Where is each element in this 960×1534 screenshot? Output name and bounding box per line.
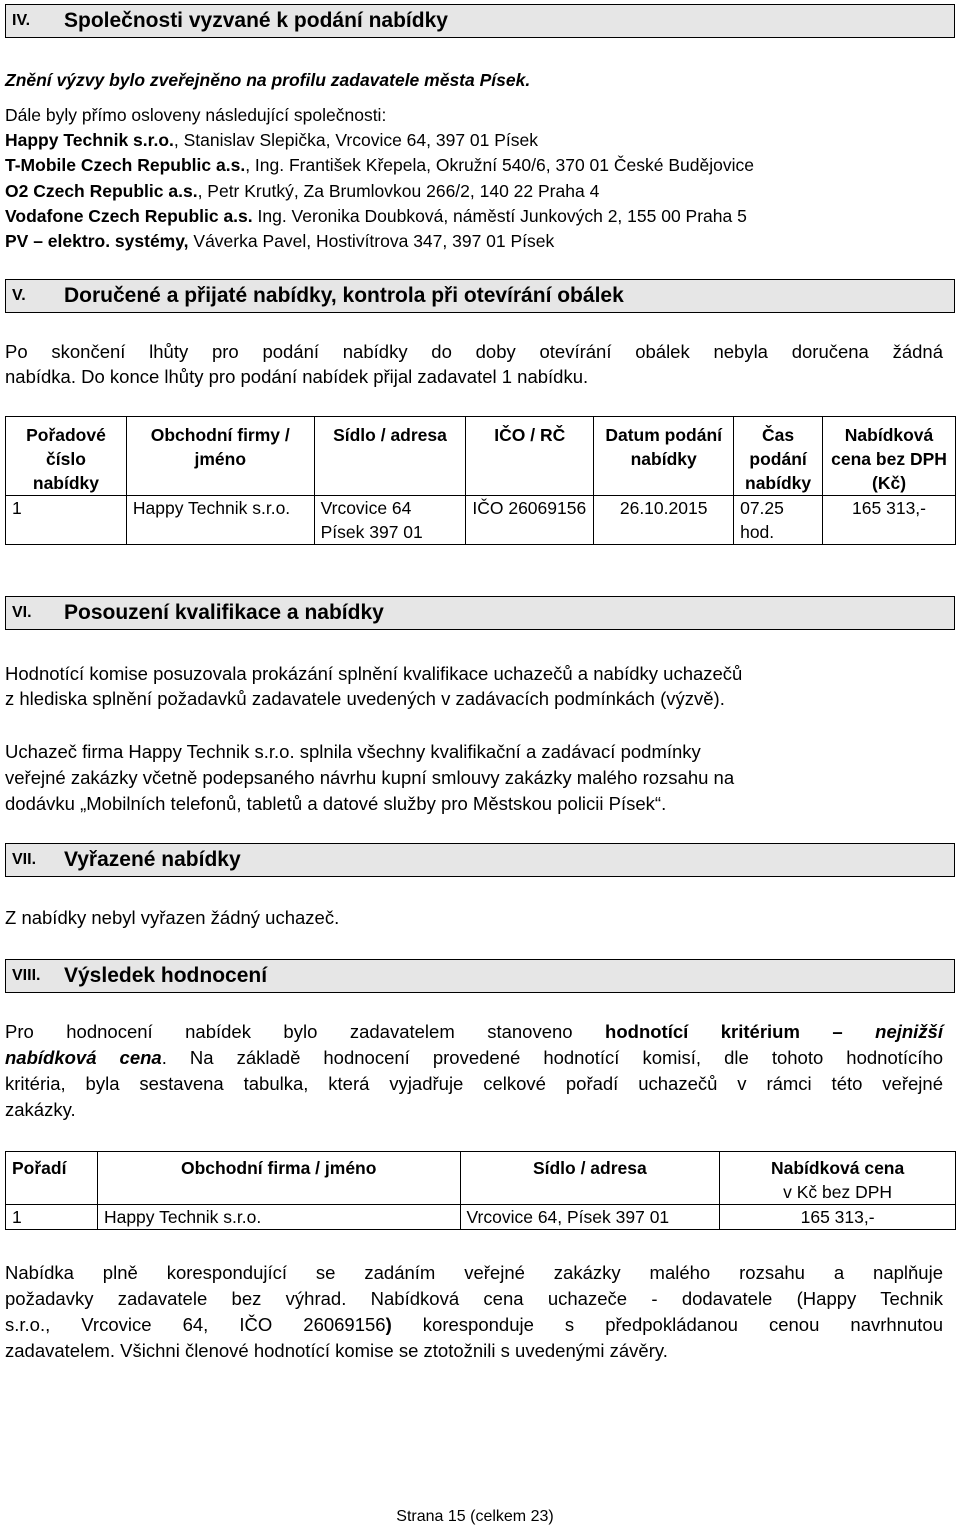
paragraph-line: kritéria, byla sestavena tabulka, která vyjadřuje celkové pořadí uchazečů v rámci této veřejné xyxy=(5,1073,943,1094)
text-run: Pro hodnocení nabídek bylo zadavatelem stanoveno xyxy=(5,1021,573,1042)
company-details: Váverka Pavel, Hostivítrova 347, 397 01 Písek xyxy=(188,231,555,251)
section-number: VI. xyxy=(12,604,32,621)
text-run-bold-italic: nejnižší xyxy=(875,1021,943,1042)
paragraph-line: Po skončení lhůty pro podání nabídky do doby otevírání obálek nebyla doručena žádná xyxy=(5,341,943,362)
company-line xyxy=(5,128,538,152)
paragraph-line: nabídka. Do konce lhůty pro podání nabídek přijal zadavatel 1 nabídku. xyxy=(5,366,589,387)
company-line xyxy=(5,153,754,177)
table-cell: IČO 26069156 xyxy=(466,496,594,545)
table-header: Pořadové číslo nabídky xyxy=(6,417,127,496)
offers-table xyxy=(5,416,956,545)
table-header: Sídlo / adresa xyxy=(460,1152,720,1205)
text-run-bold: hodnotící kritérium – xyxy=(605,1021,843,1042)
table-header: IČO / RČ xyxy=(466,417,594,496)
text-run-bold: ) xyxy=(385,1314,392,1335)
paragraph-line: požadavky zadavatele bez výhrad. Nabídková cena uchazeče - dodavatele (Happy Technik xyxy=(5,1288,943,1309)
section-title: Společnosti vyzvané k podání nabídky xyxy=(64,9,448,32)
table-cell: Happy Technik s.r.o. xyxy=(97,1205,460,1230)
company-name: PV – elektro. systémy, xyxy=(5,231,189,251)
company-name: T-Mobile Czech Republic a.s. xyxy=(5,155,246,175)
section-vii-header xyxy=(5,843,955,877)
section-v-header xyxy=(5,279,955,313)
paragraph-line: veřejné zakázky včetně podepsaného návrhu kupní smlouvy zakázky malého rozsahu na xyxy=(5,767,735,788)
section-title: Doručené a přijaté nabídky, kontrola při otevírání obálek xyxy=(64,284,624,307)
company-name: O2 Czech Republic a.s. xyxy=(5,181,198,201)
ranking-table xyxy=(5,1151,956,1230)
company-line xyxy=(5,179,599,203)
table-row xyxy=(6,496,956,545)
company-name: Vodafone Czech Republic a.s. xyxy=(5,206,253,226)
paragraph-line xyxy=(5,1045,943,1071)
paragraph-line: Nabídka plně korespondující se zadáním veřejné zakázky malého rozsahu a naplňuje xyxy=(5,1262,943,1283)
table-header-row xyxy=(6,417,956,496)
table-cell: Vrcovice 64 Písek 397 01 xyxy=(314,496,466,545)
section-iv-header xyxy=(5,4,955,38)
company-details: , Stanislav Slepička, Vrcovice 64, 397 01 Písek xyxy=(173,130,539,150)
table-cell: 26.10.2015 xyxy=(594,496,734,545)
section-title: Vyřazené nabídky xyxy=(64,848,241,871)
company-details: Ing. Veronika Doubková, náměstí Junkových 2, 155 00 Praha 5 xyxy=(252,206,747,226)
table-header xyxy=(720,1152,956,1205)
section-number: VII. xyxy=(12,851,37,868)
section-title: Výsledek hodnocení xyxy=(64,964,268,987)
company-line xyxy=(5,229,554,253)
table-header: Obchodní firma / jméno xyxy=(97,1152,460,1205)
text-run: . Na základě hodnocení provedené hodnotící komisí, dle tohoto hodnotícího xyxy=(161,1047,943,1068)
paragraph-line: dodávku „Mobilních telefonů, tabletů a datové služby pro Městskou policii Písek“. xyxy=(5,793,667,814)
text-run: koresponduje s předpokládanou cenou navrhnutou xyxy=(391,1314,943,1335)
table-cell: Vrcovice 64, Písek 397 01 xyxy=(460,1205,720,1230)
header-line: v Kč bez DPH xyxy=(783,1182,893,1202)
table-cell: Happy Technik s.r.o. xyxy=(126,496,314,545)
table-header: Pořadí xyxy=(6,1152,98,1205)
company-details: , Ing. František Křepela, Okružní 540/6, 370 01 České Budějovice xyxy=(245,155,754,175)
table-cell: 1 xyxy=(6,1205,98,1230)
company-line xyxy=(5,204,747,228)
table-header: Nabídková cena bez DPH (Kč) xyxy=(823,417,956,496)
page-footer: Strana 15 (celkem 23) xyxy=(396,1508,554,1525)
table-header: Obchodní firmy / jméno xyxy=(126,417,314,496)
paragraph-line: Z nabídky nebyl vyřazen žádný uchazeč. xyxy=(5,907,340,928)
paragraph-line xyxy=(5,1019,943,1045)
table-cell: 1 xyxy=(6,496,127,545)
header-line: Nabídková cena xyxy=(770,1158,905,1178)
section-title: Posouzení kvalifikace a nabídky xyxy=(64,601,384,624)
table-cell: 165 313,- xyxy=(720,1205,956,1230)
section-number: V. xyxy=(12,287,26,304)
company-details: , Petr Krutký, Za Brumlovkou 266/2, 140 22 Praha 4 xyxy=(197,181,600,201)
section-viii-header xyxy=(5,959,955,993)
table-header: Datum podání nabídky xyxy=(594,417,734,496)
section-number: VIII. xyxy=(12,967,41,984)
lead-text: Dále byly přímo osloveny následující společnosti: xyxy=(5,105,387,125)
intro-italic: Znění výzvy bylo zveřejněno na profilu zadavatele města Písek. xyxy=(5,70,531,90)
table-cell: 165 313,- xyxy=(823,496,956,545)
table-cell: 07.25 hod. xyxy=(734,496,823,545)
paragraph-line xyxy=(5,1312,943,1338)
section-vi-header xyxy=(5,596,955,630)
paragraph-line: zadavatelem. Všichni členové hodnotící komise se ztotožnili s uvedenými závěry. xyxy=(5,1340,668,1361)
text-run-bold-italic: nabídková cena xyxy=(5,1047,162,1068)
paragraph-line: Hodnotící komise posuzovala prokázání splnění kvalifikace uchazečů a nabídky uchazečů xyxy=(5,663,743,684)
text-run: s.r.o., Vrcovice 64, IČO 26069156 xyxy=(5,1314,386,1335)
section-number: IV. xyxy=(12,12,31,29)
table-header: Čas podání nabídky xyxy=(734,417,823,496)
table-header-row xyxy=(6,1152,956,1205)
table-header: Sídlo / adresa xyxy=(314,417,466,496)
paragraph-line: Uchazeč firma Happy Technik s.r.o. splnila všechny kvalifikační a zadávací podmínky xyxy=(5,741,701,762)
company-name: Happy Technik s.r.o. xyxy=(5,130,174,150)
table-row xyxy=(6,1205,956,1230)
paragraph-line: z hlediska splnění požadavků zadavatele uvedených v zadávacích podmínkách (výzvě). xyxy=(5,688,725,709)
paragraph-line: zakázky. xyxy=(5,1099,76,1120)
